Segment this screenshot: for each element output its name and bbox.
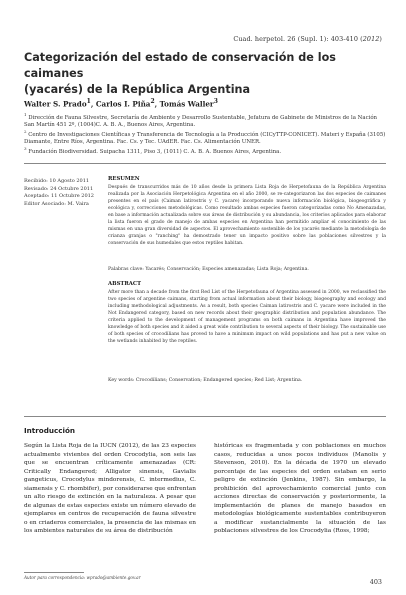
resumen-heading: RESUMEN	[108, 176, 140, 182]
author-2-sup: 2	[150, 98, 155, 105]
author-1: Walter S. Prado	[24, 99, 87, 109]
date-accepted: Aceptado: 11 Octubre 2012	[24, 193, 94, 200]
abstract-keywords: Key words: Crocodilians; Conservation; Endangered species; Red List; Argentina.	[108, 378, 303, 383]
associate-editor: Editor Asociado: M. Vaira	[24, 200, 89, 207]
abstract-text: After more than a decade from the first Red List of the Herpetofauna of Argentina assessed in 2000, we reclassified the two species of argentine caimans, starting from actual information about their biology, biogeography and ecology and including methodological adjustments. As a result, both species Caiman latirostris and C. yacare were included in the Not Endangered category, based on new records about their geographic distribution and population abundance. The criteria applied to the development of management programs on both caimans in Argentina have improved the knowledge of both species and it aided a great wide contribution to several aspects of their biology. The sustainable use of both species of crocodilians has proved to have a minimum impact on wild populations and has put a new value on the wetlands inhabited by the reptiles.	[108, 290, 386, 345]
abstract-heading: ABSTRACT	[108, 281, 142, 287]
citation-year: 2012	[362, 35, 380, 43]
intro-heading: Introducción	[24, 426, 76, 435]
abstract-divider	[24, 416, 386, 417]
author-3-sup: 3	[213, 98, 218, 105]
resumen-text: Después de transcurridos más de 10 años desde la primera Lista Roja de Herpetofauna de la República Argentina realizada por la Asociación Herpetológica Argentina en el año 2000, se re-categorizaron las dos especies de caimanes presentes en el país (Caiman latirostris y C. yacare) incorporando nueva información biológica, biogeográfica y ecológica y, correcciones metodológicas. Como resultado ambas especies fueron categorizadas como No Amenazadas, en base a información actualizada sobre sus áreas de distribución y su abundancia, los criterios aplicados para elaborar la lista fueron el grado de manejo de ambas especies en Argentina han permitido ampliar el conocimiento de las mismas en una gran diversidad de aspectos. El aprovechamiento sostenible de los yacarés mediante la metodología de crianza granjas o "ranching" ha demostrado tener un impacto positivo sobre las poblaciones silvestres y la conservación de sus humedales que estos reptiles habitan.	[108, 185, 386, 247]
author-3: Tomás Waller	[159, 99, 214, 109]
title-line-2: (yacarés) de la República Argentina	[24, 83, 251, 96]
page-number: 403	[369, 578, 382, 586]
article-title	[24, 50, 386, 98]
author-list: Walter S. Prado$^1$, Carlos I. Piña$^2$, Tomás Waller$^3$	[24, 98, 218, 109]
date-revised: Revisado: 24 Octubre 2011	[24, 185, 94, 192]
author-2: Carlos I. Piña	[95, 99, 151, 109]
article-dates	[24, 178, 104, 208]
header-divider	[24, 163, 386, 164]
footnote-rule	[24, 572, 84, 573]
journal-citation	[233, 35, 382, 43]
intro-column-left: Según la Lista Roja de la IUCN (2012), de las 23 especies actualmente vivientes del orden Crocodylia, son seis las que se encuentran críticamente amenazadas (CR: Critically Endangered; Alligator sinensis, Gavialis gangeticus, Crocodylus mindorensis, C. intermedius, C. siamensis y C. rhombifer), por considerarse que enfrentan un alto riesgo de extinción en la naturaleza. A pesar que de algunas de estas especies existe un número elevado de ejemplares en centros de recuperación de fauna silvestre o en criaderos comerciales, la presencia de las mismas en los ambientes naturales de su área de distribución	[24, 443, 196, 535]
citation-text: Cuad. herpetol. 26 (Supl. 1): 403-410 (	[233, 35, 363, 43]
title-line-1: Categorización del estado de conservación de los caimanes	[24, 51, 336, 80]
affiliation-2: $^2$ Centro de Investigaciones Científicas y Transferencia de Tecnología a la Producción (CICyTTP-CONICET). Materi y España (3105) Diamante, Entre Ríos, Argentina. Fac. Cs. y Tec. UAdER. Fac. Cs. Alimentación UNER.	[24, 129, 386, 146]
date-received: Recibido: 10 Agosto 2011	[24, 178, 90, 184]
resumen-keywords: Palabras clave: Yacarés; Conservación; Especies amenazadas; Lista Roja; Argentina.	[108, 267, 309, 272]
citation-close: )	[379, 35, 382, 43]
intro-column-right: históricas es fragmentada y con poblaciones en muchos casos, reducidas a unos pocos individuos (Manolis y Stevenson, 2010). En la década de 1970 un elevado porcentaje de las especies del orden estaban en serio peligro de extinción (Jenkins, 1987). Sin embargo, la prohibición del aprovechamiento comercial junto con acciones directas de conservación y posteriormente, la implementación de planes de manejo basados en metodologías biológicamente sustentables contribuyeron a modificar sustancialmente la situación de las poblaciones silvestres de los Crocodylia (Ross, 1998;	[214, 443, 386, 535]
author-1-sup: 1	[86, 98, 91, 105]
affiliation-3: $^3$ Fundación Biodiversidad. Suipacha 1311, Piso 3, (1011) C. A. B. A. Buenos Aires, Argentina.	[24, 146, 282, 155]
corresponding-author-footnote: Autor para correspondencia: wprado@ambiente.gov.ar	[24, 575, 141, 580]
affiliation-1: $^1$ Dirección de Fauna Silvestre, Secretaría de Ambiente y Desarrollo Sustentable, Jefatura de Gabinete de Ministros de la Nación San Martín 451 2º, (1004)C. A. B. A., Buenos Aires, Argentina.	[24, 112, 378, 129]
